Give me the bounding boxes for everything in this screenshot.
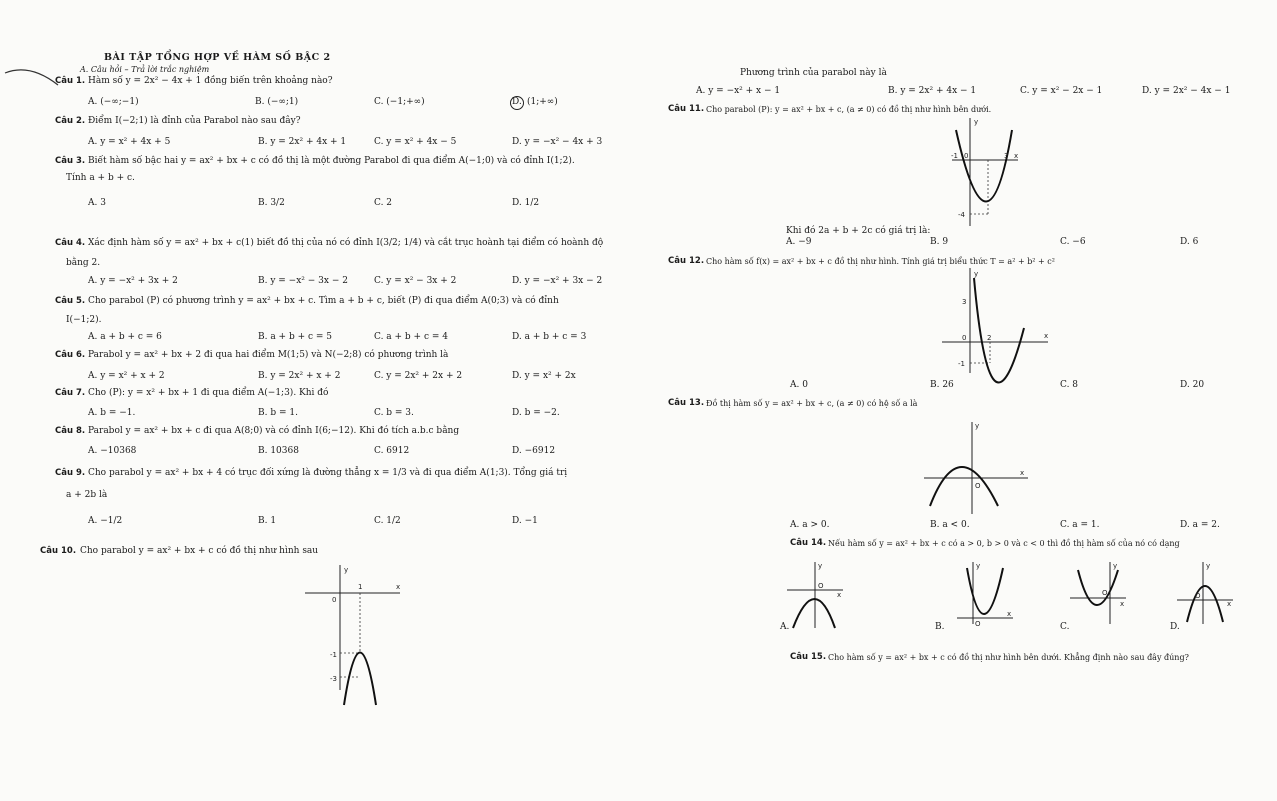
question-6-text: Parabol y = ax² + bx + 2 đi qua hai điểm M(1;5) và N(−2;8) có phương trình là	[88, 350, 449, 360]
q14a-y-label: y	[818, 562, 823, 570]
question-9-text-line2: a + 2b là	[66, 490, 108, 500]
question-7-label: Câu 7.	[55, 388, 86, 398]
q14-option-d[interactable]: D.	[1170, 622, 1180, 632]
q12-x-label: x	[1044, 332, 1049, 340]
question-1-text: Hàm số y = 2x² − 4x + 1 đồng biến trên khoảng nào?	[88, 76, 333, 86]
q8-option-d[interactable]: D. −6912	[512, 446, 556, 456]
q1-option-c[interactable]: C. (−1;+∞)	[374, 97, 425, 107]
question-11-label: Câu 11.	[668, 104, 705, 114]
question-2-label: Câu 2.	[55, 116, 86, 126]
question-6-label: Câu 6.	[55, 350, 86, 360]
q9-option-a[interactable]: A. −1/2	[88, 516, 123, 526]
margin-stroke-decoration	[0, 55, 60, 95]
question-10-label: Câu 10.	[40, 546, 77, 556]
q4-option-c[interactable]: C. y = x² − 3x + 2	[374, 276, 457, 286]
q14d-origin-label: O	[1195, 592, 1201, 600]
q6-option-b[interactable]: B. y = 2x² + x + 2	[258, 371, 341, 381]
q13-parabola-curve	[930, 467, 998, 506]
q12-origin-label: 0	[962, 334, 967, 342]
question-3-text-line2: Tính a + b + c.	[66, 173, 135, 183]
q5-option-b[interactable]: B. a + b + c = 5	[258, 332, 333, 342]
q2-option-c[interactable]: C. y = x² + 4x − 5	[374, 137, 457, 147]
question-12-text: Cho hàm số f(x) = ax² + bx + c đồ thị như hình. Tính giá trị biểu thức T = a² + b² + c²	[706, 257, 1055, 266]
q12-parabola-graph	[940, 268, 1050, 378]
question-3-text: Biết hàm số bậc hai y = ax² + bx + c có đồ thị là một đường Parabol đi qua điểm A(−1;0) và có đỉnh I(1;2).	[88, 156, 575, 166]
q12-option-a[interactable]: A. 0	[790, 380, 808, 390]
q11-option-d[interactable]: D. 6	[1180, 237, 1199, 247]
q3-option-d[interactable]: D. 1/2	[512, 198, 540, 208]
q5-option-c[interactable]: C. a + b + c = 4	[374, 332, 448, 342]
q14-option-b[interactable]: B.	[935, 622, 945, 632]
q1-option-d-letter[interactable]: D.	[512, 97, 522, 107]
question-5-text-line2: I(−1;2).	[66, 315, 102, 325]
q14-option-c[interactable]: C.	[1060, 622, 1070, 632]
question-14-label: Câu 14.	[790, 538, 827, 548]
q14-graph-b[interactable]	[955, 560, 1015, 630]
q12-parabola-curve	[974, 278, 1024, 383]
q3-option-b[interactable]: B. 3/2	[258, 198, 285, 208]
q14d-y-label: y	[1206, 562, 1211, 570]
q14-graph-c[interactable]	[1068, 560, 1128, 630]
q14-graph-b-curve	[967, 568, 1003, 614]
q9-option-c[interactable]: C. 1/2	[374, 516, 401, 526]
q12-y-label: y	[974, 270, 979, 278]
q10-origin-label: 0	[332, 596, 337, 604]
q12-option-d[interactable]: D. 20	[1180, 380, 1205, 390]
q14-graph-d[interactable]	[1175, 560, 1235, 630]
q1-option-a[interactable]: A. (−∞;−1)	[88, 97, 139, 107]
q10-option-b[interactable]: B. y = 2x² + 4x − 1	[888, 86, 977, 96]
q5-option-d[interactable]: D. a + b + c = 3	[512, 332, 587, 342]
q11-tick-m1: -1	[951, 152, 958, 160]
q7-option-c[interactable]: C. b = 3.	[374, 408, 414, 418]
q10-tick-m3: -3	[330, 675, 337, 683]
q7-option-b[interactable]: B. b = 1.	[258, 408, 298, 418]
q13-x-label: x	[1020, 469, 1025, 477]
q10-tick-m1: -1	[330, 651, 337, 659]
q11-option-b[interactable]: B. 9	[930, 237, 949, 247]
q5-option-a[interactable]: A. a + b + c = 6	[88, 332, 162, 342]
question-4-text-line2: bằng 2.	[66, 258, 101, 268]
q8-option-a[interactable]: A. −10368	[88, 446, 137, 456]
q10-x-label: x	[396, 583, 401, 591]
question-4-text: Xác định hàm số y = ax² + bx + c(1) biết đồ thị của nó có đỉnh I(3/2; 1/4) và cắt trục hoành tại điểm có hoành độ	[88, 238, 604, 248]
question-3-label: Câu 3.	[55, 156, 86, 166]
q12-tick-3: 3	[962, 298, 967, 306]
question-9-text: Cho parabol y = ax² + bx + 4 có trục đối xứng là đường thẳng x = 1/3 và đi qua điểm A(1;3). Tổng giá trị	[88, 468, 568, 478]
question-2-text: Điểm I(−2;1) là đỉnh của Parabol nào sau đây?	[88, 116, 301, 126]
q11-option-a[interactable]: A. −9	[786, 237, 812, 247]
q12-tick-2: 2	[987, 334, 992, 342]
q4-option-a[interactable]: A. y = −x² + 3x + 2	[88, 276, 178, 286]
question-8-text: Parabol y = ax² + bx + c đi qua A(8;0) và có đỉnh I(6;−12). Khi đó tích a.b.c bằng	[88, 426, 460, 436]
q1-option-b[interactable]: B. (−∞;1)	[255, 97, 299, 107]
q11-parabola-curve	[956, 130, 1012, 202]
q14-option-a[interactable]: A.	[780, 622, 790, 632]
q13-option-c[interactable]: C. a = 1.	[1060, 520, 1100, 530]
q13-parabola-graph	[920, 418, 1030, 518]
q14b-y-label: y	[976, 562, 981, 570]
q9-option-b[interactable]: B. 1	[258, 516, 277, 526]
q14-graph-a[interactable]	[785, 560, 845, 630]
q14a-x-label: x	[837, 591, 842, 599]
q2-option-a[interactable]: A. y = x² + 4x + 5	[88, 137, 171, 147]
q13-option-d[interactable]: D. a = 2.	[1180, 520, 1220, 530]
q10-y-label: y	[344, 566, 349, 574]
q13-y-label: y	[975, 422, 980, 430]
q2-option-b[interactable]: B. y = 2x² + 4x + 1	[258, 137, 347, 147]
q2-option-d[interactable]: D. y = −x² − 4x + 3	[512, 137, 603, 147]
q14b-x-label: x	[1007, 610, 1012, 618]
question-5-label: Câu 5.	[55, 296, 86, 306]
q8-option-b[interactable]: B. 10368	[258, 446, 299, 456]
question-8-label: Câu 8.	[55, 426, 86, 436]
question-10-text: Cho parabol y = ax² + bx + c có đồ thị như hình sau	[80, 546, 319, 556]
q4-option-d[interactable]: D. y = −x² + 3x − 2	[512, 276, 603, 286]
q13-origin-label: O	[975, 482, 981, 490]
question-15-text: Cho hàm số y = ax² + bx + c có đồ thị như hình bên dưới. Khẳng định nào sau đây đúng?	[828, 653, 1189, 662]
question-14-text: Nếu hàm số y = ax² + bx + c có a > 0, b > 0 và c < 0 thì đồ thị hàm số của nó có dạng	[828, 539, 1180, 548]
q8-option-c[interactable]: C. 6912	[374, 446, 410, 456]
question-13-text: Đồ thị hàm số y = ax² + bx + c, (a ≠ 0) có hệ số a là	[706, 399, 918, 408]
q11-parabola-graph	[950, 118, 1020, 228]
question-4-label: Câu 4.	[55, 238, 86, 248]
q7-option-a[interactable]: A. b = −1.	[88, 408, 136, 418]
q3-option-a[interactable]: A. 3	[88, 198, 106, 208]
q14c-x-label: x	[1120, 600, 1125, 608]
question-13-label: Câu 13.	[668, 398, 705, 408]
q12-option-c[interactable]: C. 8	[1060, 380, 1079, 390]
q11-x-label: x	[1014, 152, 1019, 160]
q14-graph-c-curve	[1078, 570, 1118, 605]
q14d-x-label: x	[1227, 600, 1232, 608]
q14-graph-d-curve	[1187, 586, 1223, 622]
q6-option-d[interactable]: D. y = x² + 2x	[512, 371, 576, 381]
question-5-text: Cho parabol (P) có phương trình y = ax² + bx + c. Tìm a + b + c, biết (P) đi qua điểm A(0;3) và có đỉnh	[88, 296, 559, 306]
q10-parabola-graph	[300, 565, 400, 695]
worksheet-title: BÀI TẬP TỔNG HỢP VỀ HÀM SỐ BẬC 2	[104, 52, 331, 63]
question-10-continued-text: Phương trình của parabol này là	[740, 68, 887, 78]
q14c-y-label: y	[1113, 562, 1118, 570]
q11-tick-m4: -4	[958, 211, 965, 219]
q14a-origin-label: O	[818, 582, 824, 590]
q12-tick-m1: -1	[958, 360, 965, 368]
q3-option-c[interactable]: C. 2	[374, 198, 393, 208]
q1-option-d[interactable]: (1;+∞)	[527, 97, 558, 107]
q11-y-label: y	[974, 118, 979, 126]
q11-option-c[interactable]: C. −6	[1060, 237, 1086, 247]
q11-tick-3: 3	[1004, 152, 1009, 160]
q10-option-d[interactable]: D. y = 2x² − 4x − 1	[1142, 86, 1231, 96]
section-subtitle: A. Câu hỏi – Trả lời trắc nghiệm	[80, 65, 210, 74]
question-9-label: Câu 9.	[55, 468, 86, 478]
q13-option-a[interactable]: A. a > 0.	[790, 520, 830, 530]
question-11-text: Cho parabol (P): y = ax² + bx + c, (a ≠ 0) có đồ thị như hình bên dưới.	[706, 105, 992, 114]
q14b-origin-label: O	[975, 620, 981, 628]
q9-option-d[interactable]: D. −1	[512, 516, 538, 526]
q12-option-b[interactable]: B. 26	[930, 380, 954, 390]
q13-option-b[interactable]: B. a < 0.	[930, 520, 970, 530]
q11-origin-label: 0	[964, 152, 969, 160]
q6-option-c[interactable]: C. y = 2x² + 2x + 2	[374, 371, 463, 381]
q14c-origin-label: O	[1102, 589, 1108, 597]
q10-tick-1: 1	[358, 583, 363, 591]
question-15-label: Câu 15.	[790, 652, 827, 662]
question-1-label: Câu 1.	[55, 76, 86, 86]
question-12-label: Câu 12.	[668, 256, 705, 266]
q14-graph-a-curve	[793, 599, 835, 628]
question-7-text: Cho (P): y = x² + bx + 1 đi qua điểm A(−1;3). Khi đó	[88, 388, 329, 398]
q10-option-a[interactable]: A. y = −x² + x − 1	[696, 86, 781, 96]
q10-option-c[interactable]: C. y = x² − 2x − 1	[1020, 86, 1103, 96]
q7-option-d[interactable]: D. b = −2.	[512, 408, 560, 418]
question-11-text-line2: Khi đó 2a + b + 2c có giá trị là:	[786, 226, 931, 236]
q10-parabola-curve	[344, 653, 376, 706]
q4-option-b[interactable]: B. y = −x² − 3x − 2	[258, 276, 348, 286]
q6-option-a[interactable]: A. y = x² + x + 2	[88, 371, 165, 381]
